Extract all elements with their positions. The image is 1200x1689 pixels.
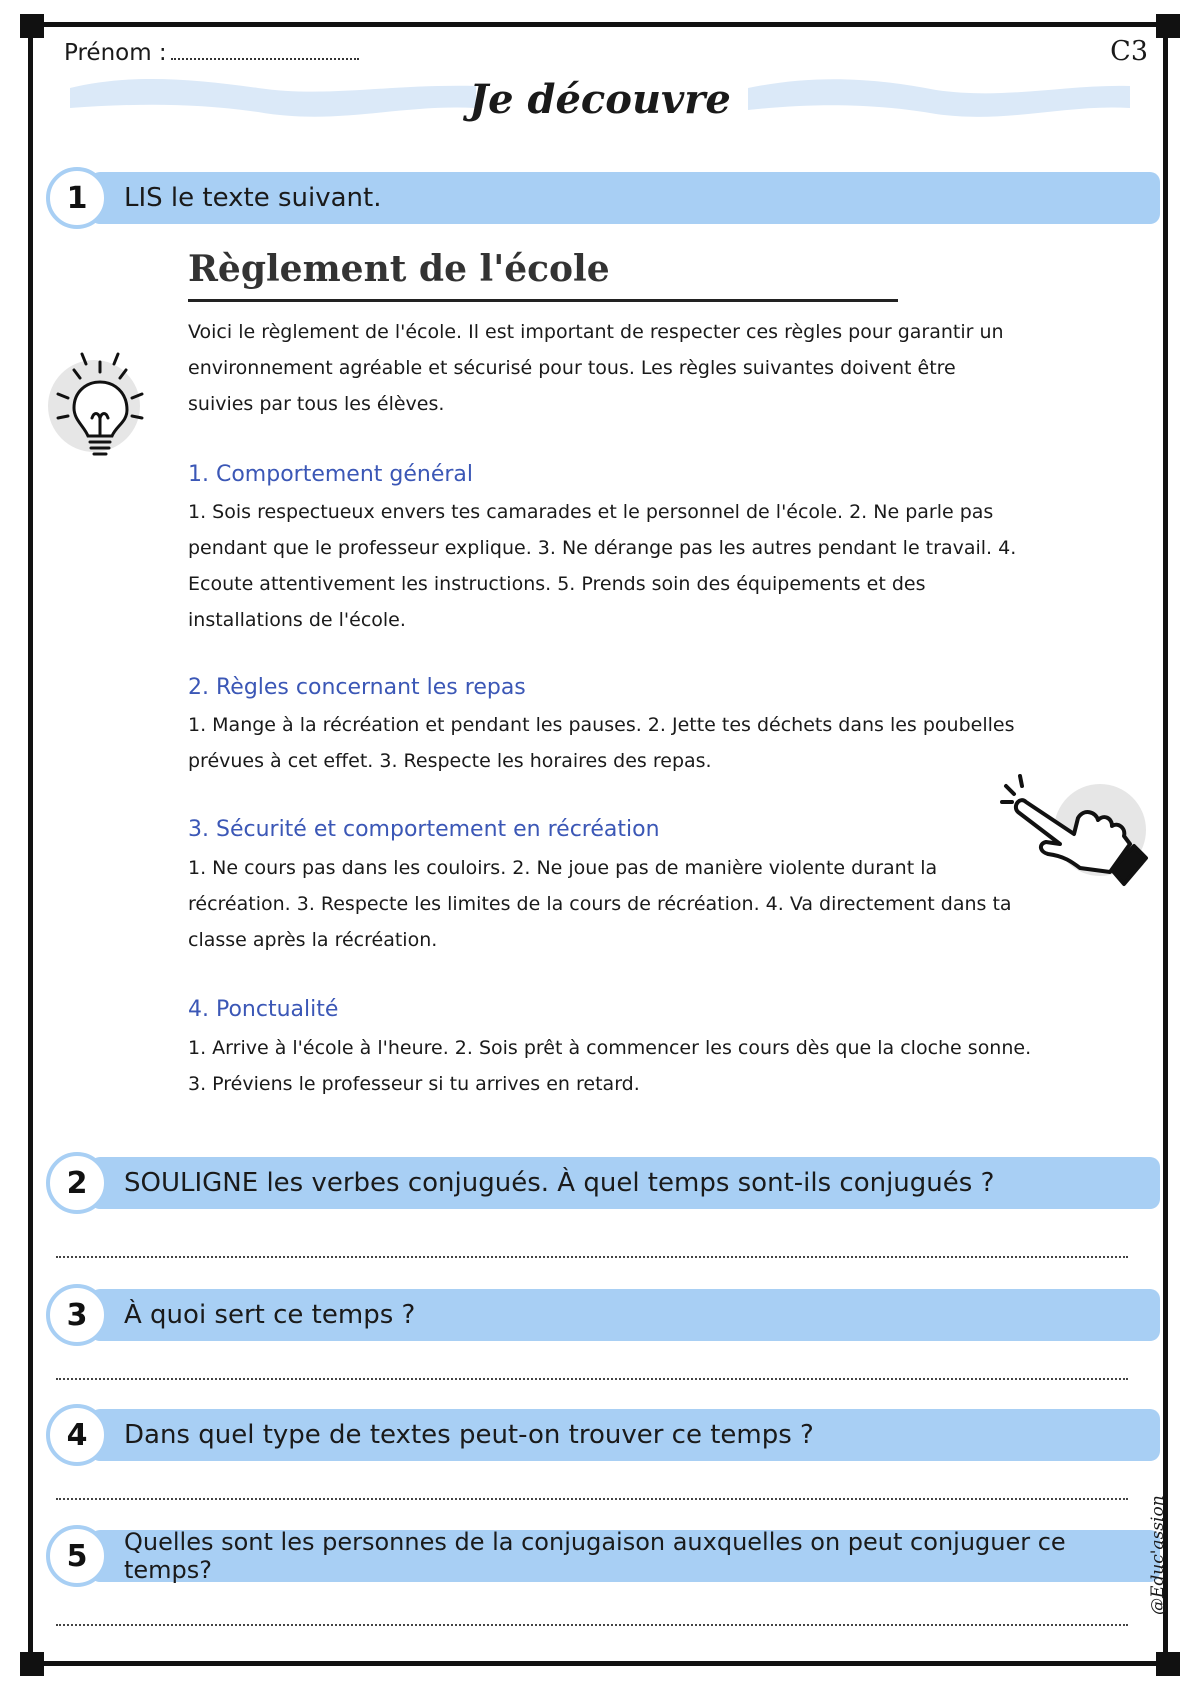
section-heading-comportement: 1. Comportement général xyxy=(188,462,474,487)
question-2-number: 2 xyxy=(46,1152,108,1214)
author-signature: @Educ'assion xyxy=(1148,1495,1168,1615)
question-2-bar xyxy=(90,1157,1160,1209)
prenom-dotted-line[interactable] xyxy=(171,58,359,60)
prenom-label: Prénom : xyxy=(64,40,167,66)
question-4-bar xyxy=(90,1409,1160,1461)
question-4-text: Dans quel type de textes peut-on trouver ce temps ? xyxy=(124,1420,814,1450)
frame-corner xyxy=(20,14,44,38)
question-3-text: À quoi sert ce temps ? xyxy=(124,1300,416,1330)
level-badge: C3 xyxy=(1110,36,1148,67)
frame-corner xyxy=(1156,1652,1180,1676)
page-title: Je découvre xyxy=(469,76,731,123)
prenom-field[interactable] xyxy=(64,40,359,66)
question-1-text: LIS le texte suivant. xyxy=(124,183,382,213)
answer-line-4[interactable] xyxy=(56,1498,1128,1500)
answer-line-5[interactable] xyxy=(56,1624,1128,1626)
answer-line-3[interactable] xyxy=(56,1378,1128,1380)
question-5-bar xyxy=(90,1530,1160,1582)
question-5-text: Quelles sont les personnes de la conjugaison auxquelles on peut conjuguer ce temps? xyxy=(124,1528,1066,1584)
question-1-number: 1 xyxy=(46,167,108,229)
answer-line-2[interactable] xyxy=(56,1256,1128,1258)
frame-corner xyxy=(1156,14,1180,38)
reading-title: Règlement de l'école xyxy=(188,248,610,290)
section-body-comportement: 1. Sois respectueux envers tes camarades et le personnel de l'école. 2. Ne parle pas pendant que le professeur explique. 3. Ne dérange pas les autres pendant le travail. 4. Ecoute attentivement les instructions. 5. Prends soin des équipements et des installations de l'école. xyxy=(188,501,1017,631)
reading-title-underline xyxy=(188,299,898,302)
frame-corner xyxy=(20,1652,44,1676)
question-3-bar xyxy=(90,1289,1160,1341)
section-heading-ponctualite: 4. Ponctualité xyxy=(188,997,339,1022)
question-5-number: 5 xyxy=(46,1525,108,1587)
reading-intro: Voici le règlement de l'école. Il est important de respecter ces règles pour garantir un environnement agréable et sécurisé pour tous. Les règles suivantes doivent être suivies par tous les élèves. xyxy=(188,321,1004,415)
section-heading-securite: 3. Sécurité et comportement en récréation xyxy=(188,817,660,842)
question-3-number: 3 xyxy=(46,1284,108,1346)
section-body-securite: 1. Ne cours pas dans les couloirs. 2. Ne joue pas de manière violente durant la récréation. 3. Respecte les limites de la cours de récréation. 4. Va directement dans ta classe après la récréation. xyxy=(188,857,1012,951)
lightbulb-icon xyxy=(42,342,160,462)
question-4-number: 4 xyxy=(46,1404,108,1466)
section-body-ponctualite: 1. Arrive à l'école à l'heure. 2. Sois prêt à commencer les cours dès que la cloche sonne. 3. Préviens le professeur si tu arrives en retard. xyxy=(188,1037,1032,1095)
question-1-bar xyxy=(90,172,1160,224)
question-2-text: SOULIGNE les verbes conjugués. À quel temps sont-ils conjugués ? xyxy=(124,1168,995,1198)
section-heading-repas: 2. Règles concernant les repas xyxy=(188,675,526,700)
section-body-repas: 1. Mange à la récréation et pendant les pauses. 2. Jette tes déchets dans les poubelles prévues à cet effet. 3. Respecte les horaires des repas. xyxy=(188,714,1015,772)
pointing-hand-icon xyxy=(1000,772,1150,892)
